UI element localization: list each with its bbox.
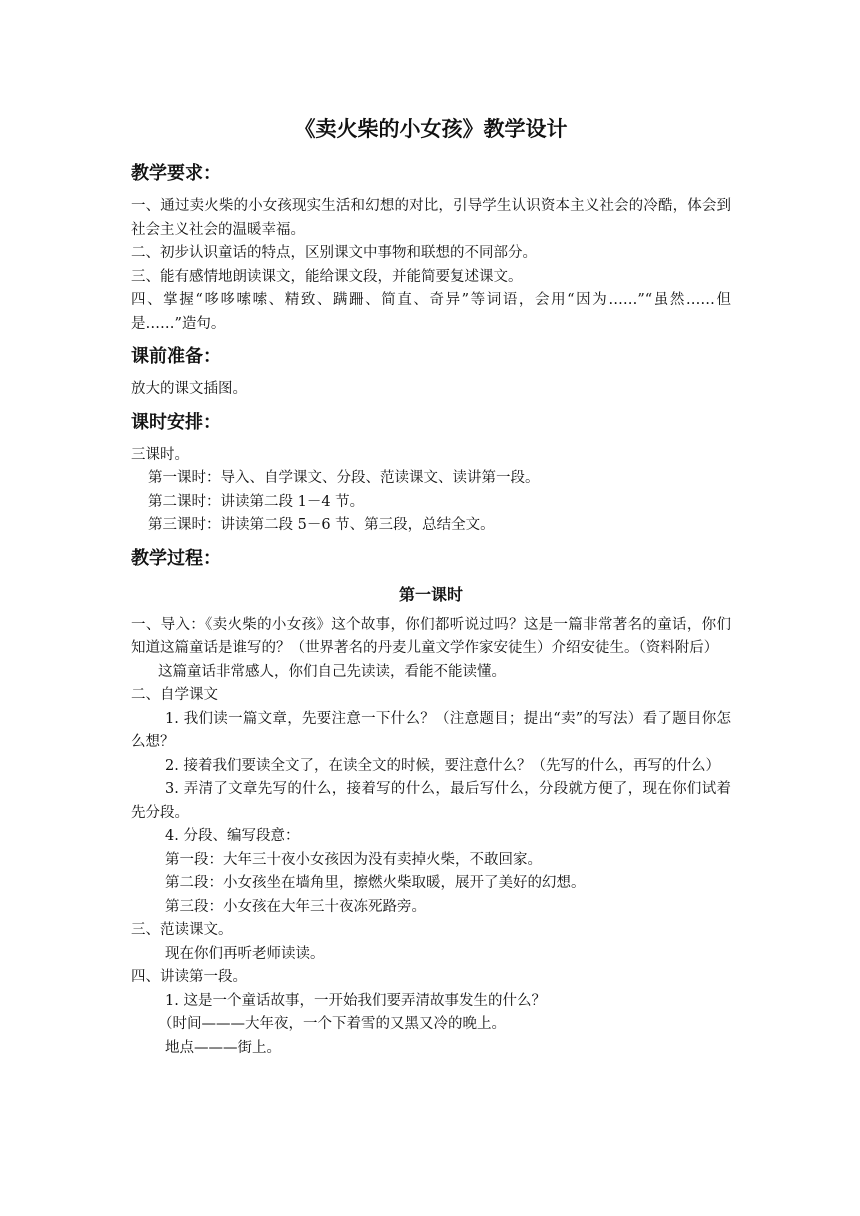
- study-step: 4. 分段、编写段意：: [165, 828, 300, 844]
- answer-place: 地点———街上。: [165, 1039, 281, 1056]
- requirement-item: 二、初步认识童话的特点，区别课文中事物和联想的不同部分。: [131, 245, 537, 261]
- document-body: [131, 113, 731, 1060]
- heading-schedule: 课时安排：: [131, 411, 221, 433]
- part-heading: 四、讲读第一段。: [131, 969, 247, 985]
- document-title: 《卖火柴的小女孩》教学设计: [294, 116, 568, 141]
- heading-teaching-requirements: 教学要求：: [131, 163, 221, 184]
- part-heading: 二、自学课文: [131, 687, 218, 703]
- requirement-item: 三、能有感情地朗读课文，能给课文段，并能简要复述课文。: [131, 268, 523, 285]
- schedule-lead: 三课时。: [131, 446, 189, 463]
- requirement-item: 一、通过卖火柴的小女孩现实生活和幻想的对比，引导学生认识资本主义社会的冷酷，体会到社会主义社会的温暖幸福。: [131, 198, 731, 238]
- schedule-item: 第二课时：讲读第二段 1－4 节。: [148, 493, 365, 510]
- segment-summary: 第一段：大年三十夜小女孩因为没有卖掉火柴，不敢回家。: [165, 851, 542, 868]
- preparation-text: 放大的课文插图。: [131, 381, 247, 397]
- intro-paragraph-2: 这篇童话非常感人，你们自己先读读，看能不能读懂。: [158, 663, 506, 680]
- intro-paragraph: 一、导入：《卖火柴的小女孩》这个故事，你们都听说过吗？这是一篇非常著名的童话，你们知道这篇童话是谁写的？（世界著名的丹麦儿童文学作家安徒生）介绍安徒生。（资料附后）: [131, 616, 731, 656]
- segment-summary: 第二段：小女孩坐在墙角里，擦燃火柴取暖，展开了美好的幻想。: [165, 875, 586, 891]
- heading-process: 教学过程：: [131, 547, 221, 569]
- requirement-item: 四、掌握“哆哆嗦嗦、精致、蹒跚、简直、奇异”等词语，会用“因为……”“虽然……但是……”造句。: [131, 292, 731, 332]
- study-step: 2. 接着我们要读全文了，在读全文的时候，要注意什么？（先写的什么，再写的什么）: [165, 757, 720, 774]
- lesson-title: 第一课时: [398, 584, 463, 604]
- segment-summary: 第三段：小女孩在大年三十夜冻死路旁。: [165, 898, 426, 915]
- answer-time: （时间———大年夜，一个下着雪的又黑又冷的晚上。: [158, 1016, 506, 1032]
- heading-preparation: 课前准备：: [131, 346, 221, 367]
- model-reading-text: 现在你们再听老师读读。: [165, 945, 325, 962]
- study-step: 1. 我们读一篇文章，先要注意一下什么？（注意题目；提出“卖”的写法）看了题目你怎么想？: [131, 710, 731, 750]
- schedule-item: 第一课时：导入、自学课文、分段、范读课文、读讲第一段。: [148, 470, 540, 486]
- study-step: 3. 弄清了文章先写的什么，接着写的什么，最后写什么，分段就方便了，现在你们试着先分段。: [131, 781, 731, 821]
- schedule-item: 第三课时：讲读第二段 5－6 节、第三段，总结全文。: [148, 517, 495, 533]
- part-heading: 三、范读课文。: [131, 922, 233, 938]
- question-item: 1. 这是一个童话故事，一开始我们要弄清故事发生的什么？: [165, 992, 546, 1009]
